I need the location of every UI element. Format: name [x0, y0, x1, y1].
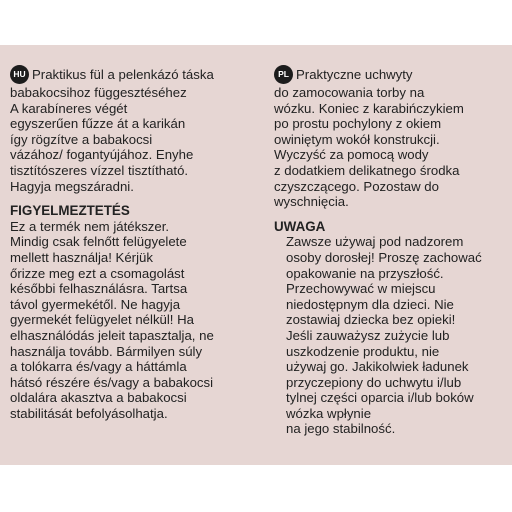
hu-warning-line: oldalára akasztva a babakocsi	[10, 390, 187, 406]
pl-warning-line: Jeśli zauważysz zużycie lub	[286, 327, 450, 343]
pl-warning-line: używaj go. Jakikolwiek ładunek	[286, 359, 469, 375]
hu-warning-line: későbbi felhasználásra. Tartsa	[10, 281, 188, 297]
pl-warning-line: opakowanie na przyszłość.	[286, 265, 444, 281]
hu-warning-line: őrizze meg ezt a csomagolást	[10, 265, 185, 281]
pl-warning-line: przyczepiony do uchwytu i/lub	[286, 374, 462, 390]
pl-intro-line: Wyczyść za pomocą wody	[274, 147, 429, 163]
hu-intro-line: így rögzítve a babakocsi	[10, 131, 153, 147]
pl-warning-heading: UWAGA	[274, 218, 326, 234]
hu-intro-text-1: Praktikus fül a pelenkázó táska	[32, 66, 214, 82]
hu-warning-line: Ez a termék nem játékszer.	[10, 218, 170, 234]
pl-warning-line: wózka wpłynie	[286, 405, 372, 421]
hu-warning-line: a tolókarra és/vagy a háttámla	[10, 359, 187, 375]
hu-intro-line: egyszerűen fűzze át a karikán	[10, 116, 186, 132]
pl-warning-line: Przechowywać w miejscu	[286, 281, 436, 297]
pl-intro-line-1	[274, 66, 506, 85]
hu-intro-line: Hagyja megszáradni.	[10, 178, 134, 194]
pl-intro-line: wózku. Koniec z karabińczykiem	[274, 100, 464, 116]
pl-intro-text-1: Praktyczne uchwyty	[296, 66, 413, 82]
hu-warning-heading: FIGYELMEZTETÉS	[10, 203, 130, 219]
pl-warning-line: tylnej części oparcia i/lub boków	[286, 390, 474, 406]
pl-warning-line: na jego stabilność.	[286, 421, 396, 437]
pl-intro-line: czyszczącego. Pozostaw do	[274, 178, 439, 194]
pl-warning-line: niedostępnym dla dzieci. Nie	[286, 296, 454, 312]
pl-warning-line: zostawiaj dziecka bez opieki!	[286, 312, 456, 328]
pl-warning-line: osoby dorosłej! Proszę zachować	[286, 249, 482, 265]
polish-column	[274, 66, 506, 437]
hu-warning-line: gyermekét felügyelet nélkül! Ha	[10, 312, 194, 328]
pl-language-badge: PL	[274, 65, 293, 84]
pl-warning-line: uszkodzenie produktu, nie	[286, 343, 440, 359]
hu-warning-line: hátsó részére és/vagy a babakocsi	[10, 374, 214, 390]
hu-language-badge: HU	[10, 65, 29, 84]
pl-intro-line: wyschnięcia.	[274, 194, 349, 210]
hungarian-column	[10, 66, 260, 421]
hu-intro-line: babakocsihoz függesztéséhez	[10, 85, 187, 100]
hu-intro-line: tisztítószeres vízzel tisztítható.	[10, 162, 189, 178]
hu-warning-line: használja tovább. Bármilyen súly	[10, 343, 203, 359]
hu-intro-line: A karabíneres végét	[10, 100, 128, 116]
pl-intro-line: do zamocowania torby na	[274, 85, 425, 100]
hu-warning-line: elhasználódás jeleit tapasztalja, ne	[10, 327, 214, 343]
hu-intro-line-1	[10, 66, 260, 85]
hu-warning-line: Mindig csak felnőtt felügyelete	[10, 234, 187, 250]
pl-warning-line: Zawsze używaj pod nadzorem	[286, 234, 464, 250]
pl-intro-line: owiniętym wokół konstrukcji.	[274, 131, 440, 147]
pl-intro-line: z dodatkiem delikatnego środka	[274, 162, 460, 178]
hu-warning-line: mellett használja! Kérjük	[10, 249, 153, 265]
hu-warning-line: stabilitását befolyásolhatja.	[10, 405, 168, 421]
pl-intro-line: po prostu pochylony z okiem	[274, 116, 442, 132]
hu-warning-line: távol gyermekétől. Ne hagyja	[10, 296, 181, 312]
hu-intro-line: vázához/ fogantyújához. Enyhe	[10, 147, 194, 163]
